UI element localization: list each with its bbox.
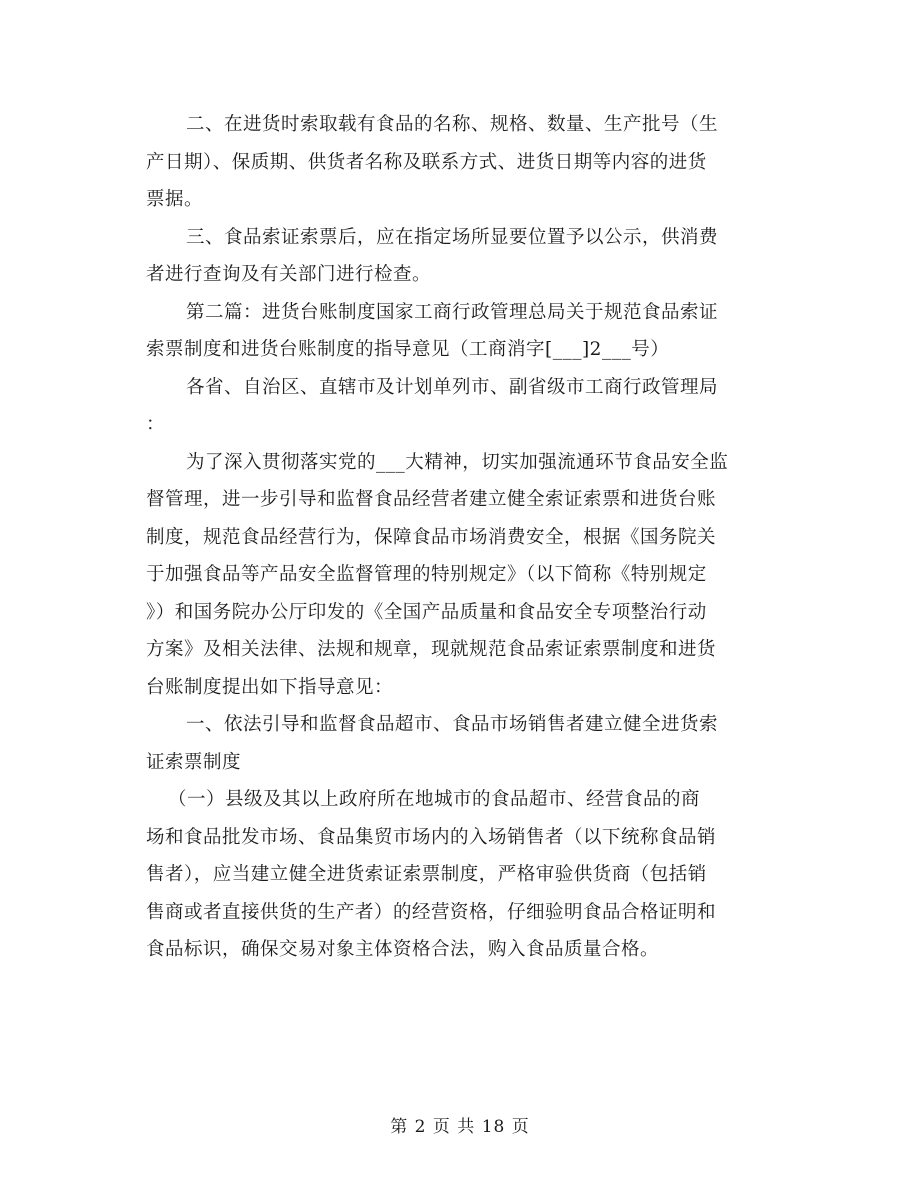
section-heading-one (146, 706, 778, 781)
text-line: 票据。 (146, 189, 204, 210)
text-line: 制度，规范食品经营行为，保障食品市场消费安全，根据《国务院关 (146, 526, 717, 548)
paragraph-introduction (146, 444, 778, 707)
text-line: 第二篇：进货台账制度国家工商行政管理总局关于规范食品索证 (186, 301, 719, 323)
text-line: 各省、自治区、直辖市及计划单列市、副省级市工商行政管理局 (186, 376, 719, 398)
text-line: 》）和国务院办公厅印发的《全国产品质量和食品安全专项整治行动 (146, 601, 707, 623)
text-line: 证索票制度 (146, 751, 242, 773)
text-line: 产日期）、保质期、供货者名称及联系方式、进货日期等内容的进货 (146, 151, 707, 173)
text-line: ： (146, 414, 166, 435)
paragraph-subsection-1 (146, 781, 778, 969)
salutation (146, 369, 778, 444)
text-line: 售者），应当建立健全进货索证索票制度，严格审验供货商（包括销 (146, 864, 707, 885)
paragraph-invoice-requirements (146, 106, 778, 219)
text-line: 一、依法引导和监督食品超市、食品市场销售者建立健全进货索 (186, 714, 719, 735)
text-line: （一）县级及其以上政府所在地城市的食品超市、经营食品的商 (168, 789, 701, 810)
text-line: 台账制度提出如下指导意见： (146, 676, 394, 698)
text-line: 场和食品批发市场、食品集贸市场内的入场销售者（以下统称食品销 (146, 826, 717, 848)
section-heading-part-two (146, 294, 778, 369)
text-line: 二、在进货时索取载有食品的名称、规格、数量、生产批号（生 (186, 114, 719, 135)
text-line: 三、食品索证索票后，应在指定场所显要位置予以公示，供消费 (186, 226, 719, 248)
text-line: 食品标识，确保交易对象主体资格合法，购入食品质量合格。 (146, 939, 660, 960)
text-line: 督管理，进一步引导和监督食品经营者建立健全索证索票和进货台账 (146, 489, 717, 510)
text-line: 于加强食品等产品安全监督管理的特别规定》（以下简称《特别规定 (146, 564, 707, 585)
text-line: 索票制度和进货台账制度的指导意见（工商消字[___]2___号） (146, 339, 670, 360)
text-line: 者进行查询及有关部门进行检查。 (146, 264, 432, 285)
paragraph-public-display (146, 219, 778, 294)
text-line: 方案》及相关法律、法规和规章，现就规范食品索证索票制度和进货 (146, 639, 717, 660)
page-number-footer: 第 2 页 共 18 页 (390, 1117, 530, 1137)
text-line: 售商或者直接供货的生产者）的经营资格，仔细验明食品合格证明和 (146, 901, 717, 923)
document-body (146, 106, 778, 969)
text-line: 为了深入贯彻落实党的___大精神，切实加强流通环节食品安全监 (186, 451, 729, 473)
